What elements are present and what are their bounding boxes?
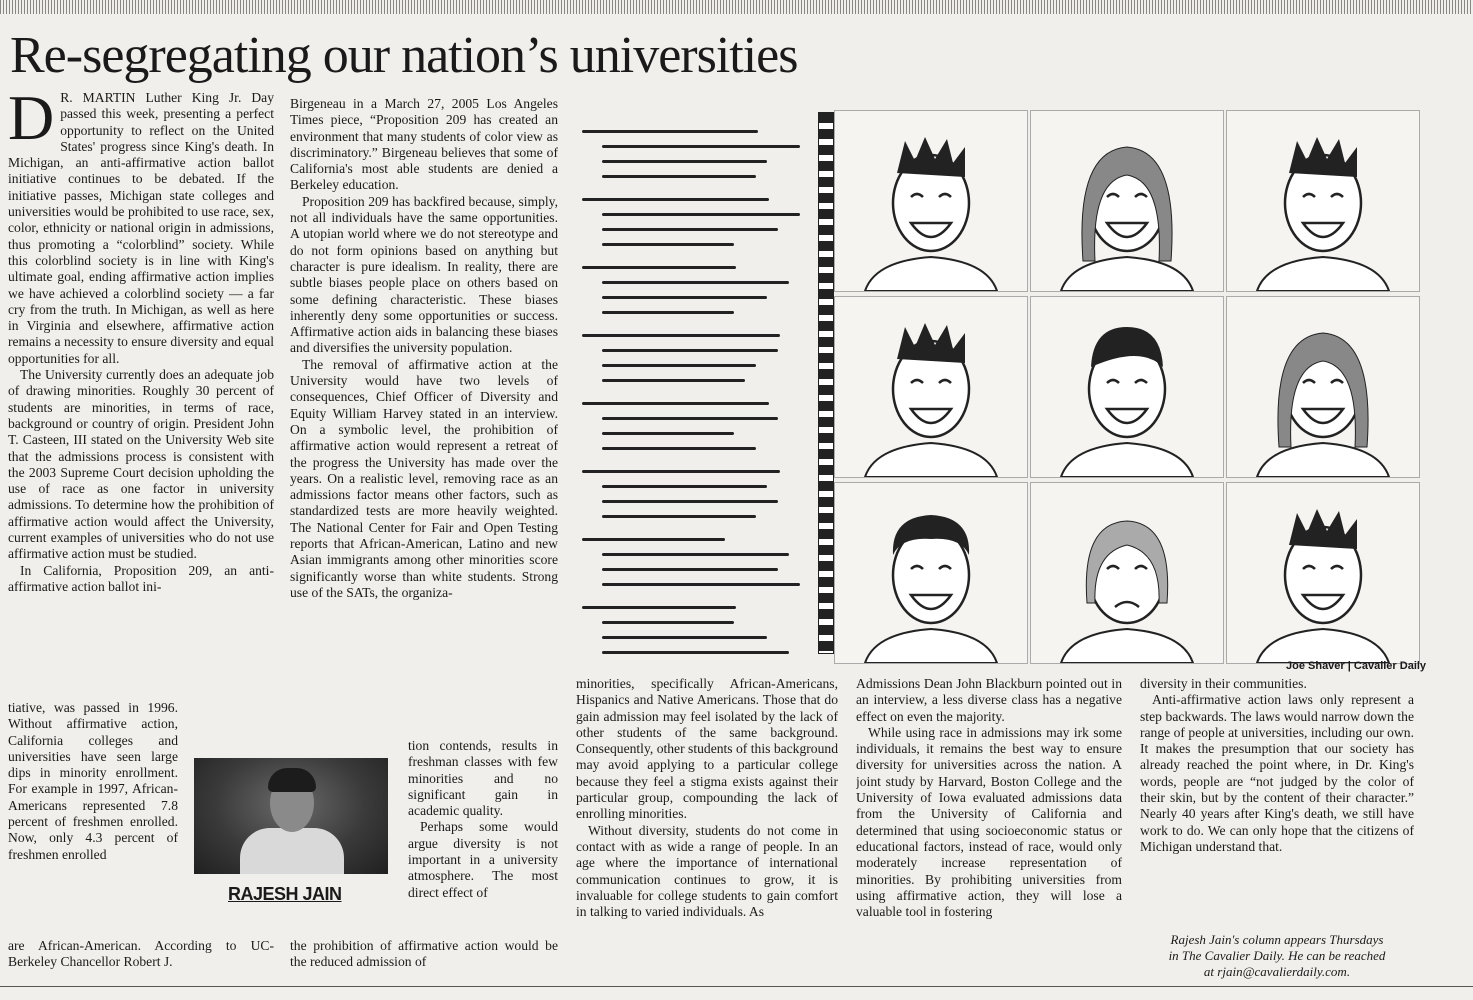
col2-paragraph-1: Birgeneau in a March 27, 2005 Los Angeles Times piece, “Proposition 209 has created an environment that many students of color view as discriminatory.” Birgeneau believes that some of California's most able students are denied a Berkeley education.	[290, 96, 558, 193]
column-1-wrap	[8, 700, 178, 938]
column-1-bottom	[8, 938, 274, 978]
scribble-line	[582, 606, 736, 609]
scribble-line	[602, 651, 789, 654]
cartoon-face-panel	[834, 110, 1028, 292]
col3-paragraph-2: Without diversity, students do not come in contact with as wide a range of people. In an age where the importance of international communication continues to grow, it is invaluable for college students to gain comfort in talking to varied individuals. As	[576, 822, 838, 920]
col2-paragraph-2: Proposition 209 has backfired because, simply, not all individuals have the same opportunities. A utopian world where we do not stereotype and do not form opinions based on anything but character is pure idealism. In reality, there are subtle biases people place on others based on some defining characteristic. These biases inherently deny some opportunities or success. Affirmative action aids in balancing these biases and diversifies the university population.	[290, 193, 558, 356]
col2-paragraph-3-end: tion contends, results in freshman classes with few minorities and no significant gain in academic quality.	[408, 738, 558, 819]
column-3	[576, 676, 838, 976]
scribble-line	[602, 160, 767, 163]
scribble-line	[582, 266, 736, 269]
col2-paragraph-4: Perhaps some would argue diversity is not important in a university atmosphere. The most direct effect of	[408, 819, 558, 900]
column-5	[1140, 676, 1414, 916]
column-2-wrap	[408, 738, 558, 944]
scribble-line	[582, 334, 780, 337]
scribble-line	[602, 515, 756, 518]
scribble-line	[602, 296, 767, 299]
scribble-line	[602, 568, 778, 571]
scribble-line	[602, 621, 734, 624]
bottom-rule	[0, 986, 1473, 987]
headline: Re-segregating our nation’s universities	[10, 27, 798, 84]
column-1	[8, 90, 274, 700]
scribble-line	[602, 175, 756, 178]
cartoon-scribbled-note	[576, 110, 812, 662]
col4-paragraph-2: While using race in admissions may irk some individuals, it remains the best way to ensure diversity for universities across the nation. A joint study by Harvard, Boston College and the University of Iowa evaluated admissions data from the University of California and determined that using socioeconomic status or educational factors, instead of race, would only moderately increase representation of minorities. By prohibiting universities from using affirmative action, they will lose a valuable tool in fostering	[856, 724, 1122, 920]
scribble-line	[602, 485, 767, 488]
cartoon-face-panel	[834, 482, 1028, 664]
scribble-line	[602, 553, 789, 556]
tagline-line-1: Rajesh Jain's column appears Thursdays	[1170, 932, 1384, 947]
scribble-line	[602, 349, 778, 352]
cartoon-face-panel	[1226, 296, 1420, 478]
col1-paragraph-3-end: are African-American. According to UC-Berkeley Chancellor Robert J.	[8, 938, 274, 970]
cartoon-face-panel	[1030, 296, 1224, 478]
author-photo	[194, 758, 388, 874]
col5-paragraph-2: Anti-affirmative action laws only represent a step backwards. The laws would narrow down the range of people at universities, including our own. It makes the presumption that our society has already reached the point where, in Dr. King's words, people are “not judged by the color of their skin, but by the content of their character.” Nearly 40 years after King's death, we still have work to do. We can only hope that the citizens of Michigan understand that.	[1140, 692, 1414, 854]
scribble-line	[602, 311, 734, 314]
cartoon-face-panel	[834, 296, 1028, 478]
scribble-line	[582, 538, 725, 541]
cartoon-film-strip	[818, 112, 834, 654]
scribble-line	[602, 213, 800, 216]
col4-paragraph-1: Admissions Dean John Blackburn pointed out in an interview, a less diverse class has a negative effect on even the majority.	[856, 676, 1122, 724]
cartoon-face-panel	[1030, 482, 1224, 664]
tagline-line-2: in The Cavalier Daily. He can be reached	[1168, 948, 1386, 963]
col1-paragraph-3-start: In California, Proposition 209, an anti-affirmative action ballot ini-	[8, 562, 274, 594]
drop-cap: D	[8, 90, 55, 153]
scribble-line	[602, 636, 767, 639]
cartoon-face-grid	[834, 110, 1416, 660]
scribble-line	[602, 364, 756, 367]
column-2	[290, 96, 558, 736]
scribble-line	[602, 281, 789, 284]
col1-paragraph-3-middle: tiative, was passed in 1996. Without affirmative action, California colleges and universities have seen large dips in minority enrollment. For example in 1997, African-Americans represented 7.8 percent of freshmen enrolled. Now, only 4.3 percent of freshmen enrolled	[8, 700, 178, 862]
scribble-line	[602, 228, 778, 231]
scribble-line	[582, 198, 769, 201]
cartoon-face-panel	[1226, 482, 1420, 664]
scribble-line	[602, 432, 734, 435]
byline: RAJESH JAIN	[228, 884, 342, 904]
cartoon-credit: Joe Shaver | Cavalier Daily	[1286, 660, 1427, 672]
scribble-line	[602, 243, 734, 246]
scribble-line	[602, 145, 800, 148]
col2-paragraph-4-end: the prohibition of affirmative action would be the reduced admission of	[290, 938, 558, 970]
scribble-line	[602, 583, 800, 586]
col1-paragraph-2: The University currently does an adequate job of drawing minorities. Roughly 30 percent of students are minorities, in terms of race, background or country of origin. President John T. Casteen, III stated on the University Web site that the admissions process is consistent with the 2003 Supreme Court decision upholding the use of race as one factor in university admissions. To determine how the prohibition of affirmative action would affect the University, current examples of universities who do not use affirmative action must be studied.	[8, 367, 274, 562]
scribble-line	[582, 470, 780, 473]
col2-paragraph-3: The removal of affirmative action at the University would have two levels of consequences, Chief Officer of Diversity and Equity William Harvey stated in an interview. On a symbolic level, the prohibition of affirmative action would represent a retreat of the progress the University has made over the years. On a realistic level, removing race as an admissions factor means other factors, such as standardized tests are more heavily weighted. The National Center for Fair and Open Testing reports that African-American, Latino and new Asian immigrants among other minorities score significantly worse than white students. Strong use of the SATs, the organiza-	[290, 356, 558, 600]
scribble-line	[602, 447, 756, 450]
scribble-line	[582, 130, 758, 133]
scribble-line	[582, 402, 769, 405]
column-2-bottom	[290, 938, 558, 978]
scribble-line	[602, 379, 745, 382]
scribble-line	[602, 417, 778, 420]
col5-paragraph-1: diversity in their communities.	[1140, 676, 1307, 691]
author-tagline	[1140, 932, 1414, 980]
top-edge-band	[0, 0, 1473, 14]
col3-paragraph-1: minorities, specifically African-Americans, Hispanics and Native Americans. Those that do gain admission may feel isolated by the lack of other students of the same background. Consequently, other students of this background may avoid applying to a particular college because they feel a stigma exists against their particular group, compounding the lack of enrolling minorities.	[576, 676, 838, 822]
scribble-line	[602, 500, 778, 503]
cartoon-face-panel	[1226, 110, 1420, 292]
tagline-line-3: at rjain@cavalierdaily.com.	[1203, 964, 1351, 979]
col1-paragraph-1: R. MARTIN Luther King Jr. Day passed this week, presenting a perfect opportunity to reflect on the United States' progress since King's death. In Michigan, an anti-affirmative action ballot initiative continues to be debated. If the initiative passes, Michigan state colleges and universities would be prohibited to use race, sex, color, ethnicity or national origin in admissions, thus promoting a “colorblind” society. While this colorblind society is in line with King's ultimate goal, ending affirmative action implies we have achieved a colorblind society — a far cry from the truth. In Michigan, as well as here in Virginia and elsewhere, affirmative action remains a necessity to ensure diversity and equal opportunities for all.	[8, 90, 274, 366]
cartoon-face-panel	[1030, 110, 1224, 292]
column-4	[856, 676, 1122, 976]
